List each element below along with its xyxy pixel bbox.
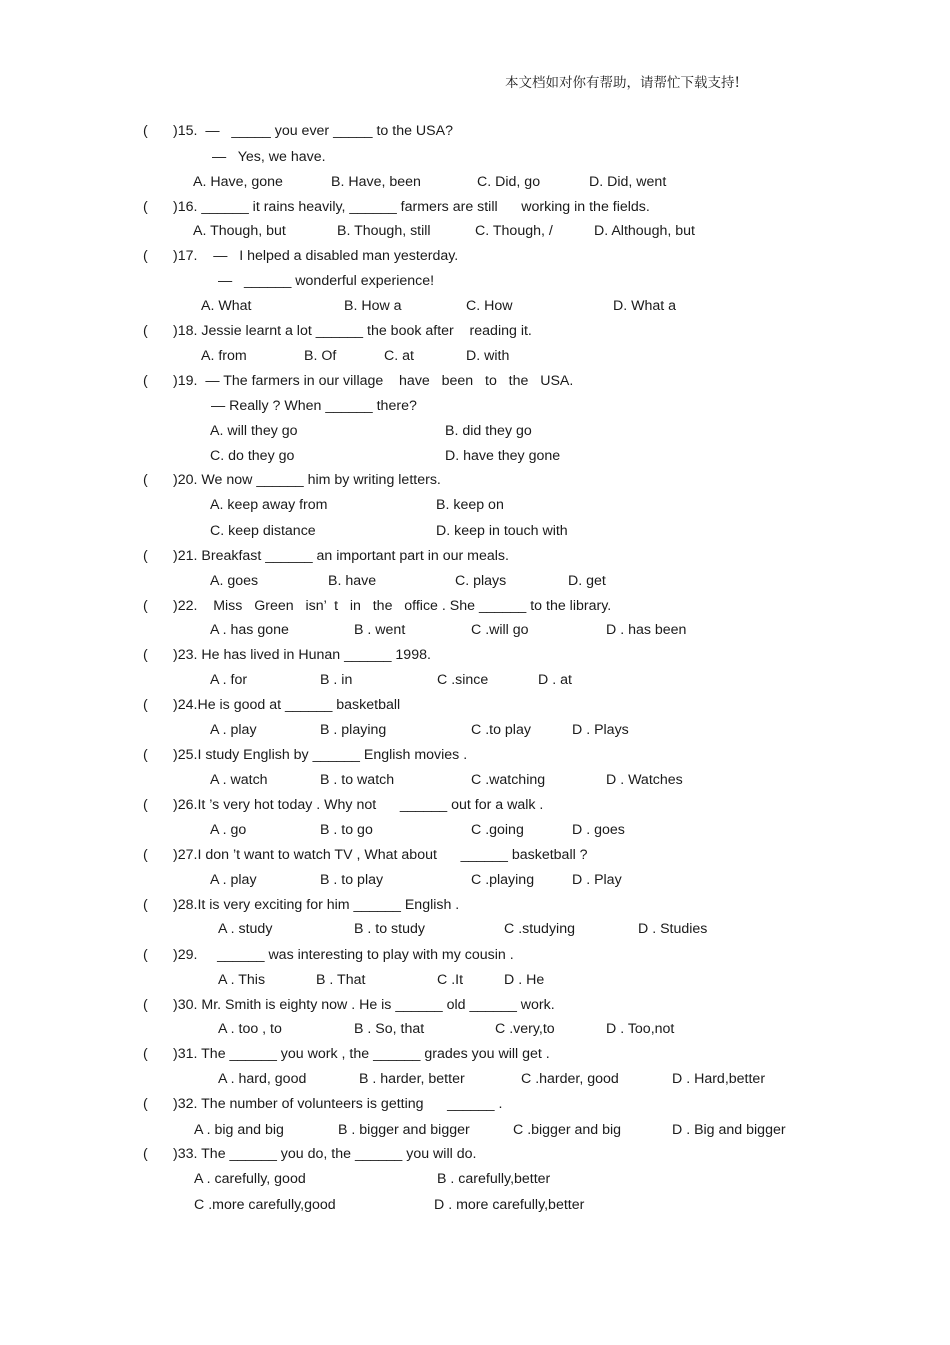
answer-option: C. do they go xyxy=(210,448,295,464)
answer-bracket: ( xyxy=(143,598,148,614)
answer-option: A. from xyxy=(201,348,247,364)
answer-option: C .more carefully,good xyxy=(194,1197,336,1213)
answer-bracket: ( xyxy=(143,199,148,215)
question-stem: )20. We now ______ him by writing letters. xyxy=(173,472,441,488)
answer-option: A . hard, good xyxy=(218,1071,307,1087)
answer-option: C .harder, good xyxy=(521,1071,619,1087)
answer-option: B. keep on xyxy=(436,497,504,513)
question-stem: — Yes, we have. xyxy=(212,149,326,165)
answer-option: A . has gone xyxy=(210,622,289,638)
answer-bracket: ( xyxy=(143,647,148,663)
answer-option: B . to play xyxy=(320,872,384,888)
answer-option: D . has been xyxy=(606,622,687,638)
question-stem: )24.He is good at ______ basketball xyxy=(173,697,401,713)
answer-option: D . Studies xyxy=(638,921,708,937)
answer-option: A . play xyxy=(210,722,257,738)
answer-bracket: ( xyxy=(143,897,148,913)
question-stem: )33. The ______ you do, the ______ you will do. xyxy=(173,1146,477,1162)
answer-bracket: ( xyxy=(143,1096,148,1112)
answer-option: B . carefully,better xyxy=(437,1171,551,1187)
answer-option: D. with xyxy=(466,348,510,364)
question-stem: )32. The number of volunteers is getting ______ . xyxy=(173,1096,503,1112)
answer-option: D . more carefully,better xyxy=(434,1197,585,1213)
question-stem: )29. ______ was interesting to play with my cousin . xyxy=(173,947,514,963)
question-stem: )19. — The farmers in our village have been to the USA. xyxy=(173,373,574,389)
answer-bracket: ( xyxy=(143,248,148,264)
answer-option: C. keep distance xyxy=(210,523,316,539)
answer-option: B . harder, better xyxy=(359,1071,465,1087)
answer-option: D . He xyxy=(504,972,545,988)
answer-option: C .It xyxy=(437,972,464,988)
question-stem: — Really ? When ______ there? xyxy=(211,398,417,414)
answer-option: D . at xyxy=(538,672,572,688)
answer-bracket: ( xyxy=(143,997,148,1013)
answer-option: C. at xyxy=(384,348,414,364)
answer-option: D. keep in touch with xyxy=(436,523,568,539)
answer-bracket: ( xyxy=(143,123,148,139)
answer-option: B. Have, been xyxy=(331,174,421,190)
question-stem: )21. Breakfast ______ an important part in our meals. xyxy=(173,548,509,564)
answer-option: D . Big and bigger xyxy=(672,1122,786,1138)
answer-option: A. Though, but xyxy=(193,223,286,239)
answer-option: A . big and big xyxy=(194,1122,284,1138)
answer-option: A. What xyxy=(201,298,252,314)
answer-bracket: ( xyxy=(143,1046,148,1062)
answer-option: A . for xyxy=(210,672,248,688)
answer-bracket: ( xyxy=(143,947,148,963)
answer-option: D . Hard,better xyxy=(672,1071,766,1087)
answer-bracket: ( xyxy=(143,472,148,488)
answer-option: B . to go xyxy=(320,822,373,838)
answer-option: D . Too,not xyxy=(606,1021,675,1037)
answer-option: C. plays xyxy=(455,573,507,589)
answer-option: B. have xyxy=(328,573,377,589)
question-stem: )26.It ’s very hot today . Why not ______ out for a walk . xyxy=(173,797,544,813)
answer-bracket: ( xyxy=(143,548,148,564)
answer-option: B. Of xyxy=(304,348,337,364)
answer-option: C .to play xyxy=(471,722,531,738)
answer-option: C .since xyxy=(437,672,489,688)
answer-option: D . goes xyxy=(572,822,625,838)
question-stem: )15. — _____ you ever _____ to the USA? xyxy=(173,123,453,139)
answer-option: C. Though, / xyxy=(475,223,553,239)
header-note: 本文档如对你有帮助，请帮忙下载支持! xyxy=(505,75,740,91)
answer-option: C. Did, go xyxy=(477,174,541,190)
answer-option: C .studying xyxy=(504,921,575,937)
answer-option: B . bigger and bigger xyxy=(338,1122,470,1138)
answer-option: B. Though, still xyxy=(337,223,431,239)
answer-option: C. How xyxy=(466,298,513,314)
answer-option: A . watch xyxy=(210,772,268,788)
answer-option: B . That xyxy=(316,972,366,988)
answer-option: A . carefully, good xyxy=(194,1171,306,1187)
answer-option: D. Did, went xyxy=(589,174,667,190)
answer-option: C .will go xyxy=(471,622,529,638)
answer-bracket: ( xyxy=(143,323,148,339)
answer-option: D . Play xyxy=(572,872,622,888)
answer-option: A . study xyxy=(218,921,273,937)
answer-option: B . in xyxy=(320,672,353,688)
answer-option: D . Watches xyxy=(606,772,683,788)
question-stem: )25.I study English by ______ English movies . xyxy=(173,747,468,763)
answer-option: A . This xyxy=(218,972,266,988)
question-stem: )27.I don ’t want to watch TV , What about ______ basketball ? xyxy=(173,847,588,863)
question-stem: )16. ______ it rains heavily, ______ farmers are still working in the fields. xyxy=(173,199,650,215)
answer-option: D. get xyxy=(568,573,606,589)
answer-bracket: ( xyxy=(143,847,148,863)
answer-option: C .watching xyxy=(471,772,546,788)
answer-bracket: ( xyxy=(143,747,148,763)
answer-bracket: ( xyxy=(143,373,148,389)
answer-option: D. have they gone xyxy=(445,448,561,464)
answer-option: A. goes xyxy=(210,573,259,589)
question-stem: )28.It is very exciting for him ______ English . xyxy=(173,897,460,913)
answer-option: B . So, that xyxy=(354,1021,425,1037)
answer-option: A. Have, gone xyxy=(193,174,283,190)
question-stem: )17. — I helped a disabled man yesterday. xyxy=(173,248,459,264)
question-stem: )30. Mr. Smith is eighty now . He is ______ old ______ work. xyxy=(173,997,555,1013)
answer-option: B . went xyxy=(354,622,406,638)
answer-bracket: ( xyxy=(143,1146,148,1162)
question-stem: )31. The ______ you work , the ______ grades you will get . xyxy=(173,1046,550,1062)
answer-option: D. What a xyxy=(613,298,677,314)
answer-option: A. will they go xyxy=(210,423,298,439)
question-stem: )18. Jessie learnt a lot ______ the book after reading it. xyxy=(173,323,532,339)
answer-option: A . go xyxy=(210,822,247,838)
answer-option: A. keep away from xyxy=(210,497,328,513)
answer-option: A . too , to xyxy=(218,1021,282,1037)
answer-option: C .very,to xyxy=(495,1021,555,1037)
question-stem: — ______ wonderful experience! xyxy=(218,273,435,289)
answer-option: D. Although, but xyxy=(594,223,695,239)
answer-option: C .going xyxy=(471,822,524,838)
question-stem: )22. Miss Green isn’ t in the office . She ______ to the library. xyxy=(173,598,612,614)
answer-option: D . Plays xyxy=(572,722,629,738)
answer-option: C .bigger and big xyxy=(513,1122,622,1138)
answer-option: B . playing xyxy=(320,722,387,738)
answer-option: B. did they go xyxy=(445,423,532,439)
answer-bracket: ( xyxy=(143,797,148,813)
answer-option: B. How a xyxy=(344,298,402,314)
answer-option: A . play xyxy=(210,872,257,888)
answer-option: C .playing xyxy=(471,872,535,888)
answer-bracket: ( xyxy=(143,697,148,713)
answer-option: B . to study xyxy=(354,921,425,937)
answer-option: B . to watch xyxy=(320,772,395,788)
question-stem: )23. He has lived in Hunan ______ 1998. xyxy=(173,647,431,663)
